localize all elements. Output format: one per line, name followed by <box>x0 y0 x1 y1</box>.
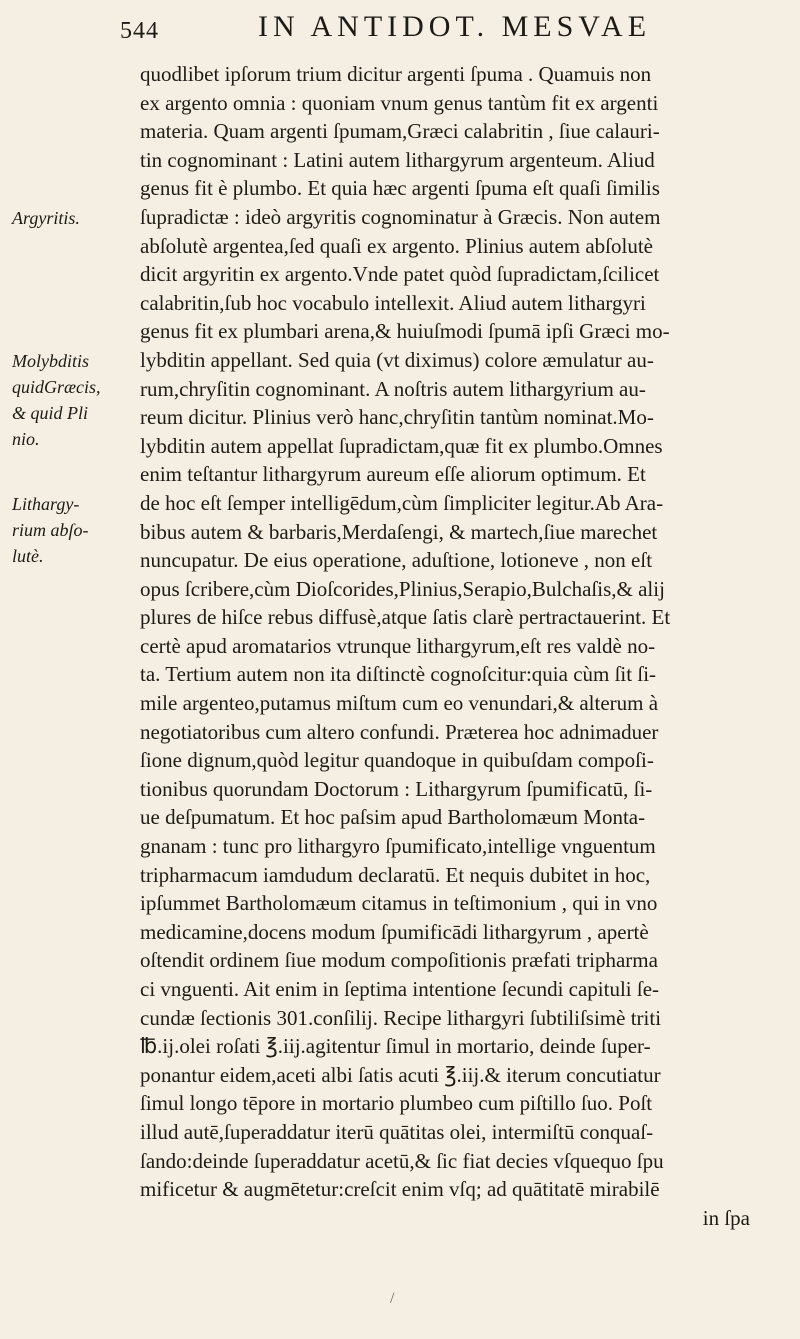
text-line: medicamine,docens modum ſpumificādi lithargyrum , apertè <box>140 919 649 944</box>
text-line: ſione dignum,quòd legitur quandoque in quibuſdam compoſi- <box>140 748 654 773</box>
text-line: genus fit è plumbo. Et quia hæc argenti ſpuma eſt quaſi ſimilis <box>140 176 660 201</box>
text-line: tionibus quorundam Doctorum : Lithargyrum ſpumificatū, ſi- <box>140 776 653 801</box>
text-line: genus fit ex plumbari arena,& huiuſmodi ſpumā ipſi Græci mo- <box>140 319 670 344</box>
body-text <box>140 60 780 1232</box>
stray-mark: / <box>390 1290 395 1307</box>
text-line: abſolutè argentea,ſed quaſi ex argento. Plinius autem abſolutè <box>140 233 653 258</box>
text-line: plures de hiſce rebus diffusè,atque ſatis clarè pertractauerint. Et <box>140 605 671 630</box>
text-line: lybditin autem appellat ſupradictam,quæ fit ex plumbo.Omnes <box>140 433 663 458</box>
page-number: 544 <box>120 18 159 44</box>
margin-note-line: nio. <box>12 429 40 449</box>
margin-note-line: quidGræcis, <box>12 377 101 397</box>
text-line: illud autē,ſuperaddatur iterū quātitas olei, intermiſtū conquaſ- <box>140 1119 654 1144</box>
margin-note-line: & quid Pli <box>12 403 88 423</box>
text-line: ipſummet Bartholomæum citamus in teſtimonium , qui in vno <box>140 891 658 916</box>
margin-note-line: Molybditis <box>12 351 89 371</box>
text-line: reum dicitur. Plinius verò hanc,chryſitin tantùm nominat.Mo- <box>140 405 654 430</box>
text-line: certè apud aromatarios vtrunque lithargyrum,eſt res valdè no- <box>140 633 656 658</box>
text-line: cundæ ſectionis 301.conſilij. Recipe lithargyri ſubtiliſsimè triti <box>140 1005 662 1030</box>
text-line: opus ſcribere,cùm Dioſcorides,Plinius,Serapio,Bulchaſis,& alij <box>140 576 665 601</box>
text-line: mificetur & augmētetur:creſcit enim vſq; ad quātitatē mirabilē <box>140 1177 660 1202</box>
text-line: tripharmacum iamdudum declaratū. Et nequis dubitet in hoc, <box>140 862 651 887</box>
text-line: rum,chryſitin cognominant. A noſtris autem lithargyrium au- <box>140 376 646 401</box>
text-line: materia. Quam argenti ſpumam,Græci calabritin , ſiue calauri- <box>140 119 660 144</box>
text-line: nuncupatur. De eius operatione, aduſtione, lotioneve , non eſt <box>140 548 653 573</box>
text-line: quodlibet ipſorum trium dicitur argenti ſpuma . Quamuis non <box>140 62 652 86</box>
margin-note-line: lutè. <box>12 546 44 566</box>
text-line: oſtendit ordinem ſiue modum compoſitionis præfati tripharma <box>140 948 658 973</box>
margin-note-line: rium abſo- <box>12 520 89 540</box>
text-line: ta. Tertium autem non ita diſtinctè cognoſcitur:quia cùm ſit ſi- <box>140 662 657 687</box>
margin-note-line: Argyritis. <box>12 208 80 228</box>
text-line: lybditin appellant. Sed quia (vt diximus) colore æmulatur au- <box>140 347 654 372</box>
text-line: negotiatoribus cum altero confundi. Præterea hoc adnimaduer <box>140 719 659 744</box>
text-line: mile argenteo,putamus miſtum cum eo venundari,& alterum à <box>140 691 659 716</box>
text-line: de hoc eſt ſemper intelligēdum,cùm ſimpliciter legitur.Ab Ara- <box>140 490 664 515</box>
text-line: ex argento omnia : quoniam vnum genus tantùm fit ex argenti <box>140 90 659 115</box>
text-line: in ſpa <box>702 1205 750 1230</box>
text-line: calabritin,ſub hoc vocabulo intellexit. Aliud autem lithargyri <box>140 290 646 315</box>
running-head: IN ANTIDOT. MESVAE <box>258 10 652 43</box>
text-line: ponantur eidem,aceti albi ſatis acuti ℥.iij.& iterum concutiatur <box>140 1062 661 1087</box>
text-line: ci vnguenti. Ait enim in ſeptima intentione ſecundi capituli ſe- <box>140 977 660 1001</box>
margin-notes <box>0 0 130 1339</box>
text-line: gnanam : tunc pro lithargyro ſpumificato,intellige vnguentum <box>140 834 656 859</box>
text-line: ſando:deinde ſuperaddatur acetū,& ſic fiat decies vſquequo ſpu <box>140 1148 664 1173</box>
margin-note <box>12 348 101 452</box>
margin-note <box>12 205 80 231</box>
text-line: enim teſtantur lithargyrum aureum eſſe aliorum optimum. Et <box>140 462 646 487</box>
text-line: ue deſpumatum. Et hoc paſsim apud Bartholomæum Monta- <box>140 805 646 830</box>
text-line: tin cognominant : Latini autem lithargyrum argenteum. Aliud <box>140 147 655 172</box>
margin-note <box>12 491 89 569</box>
text-line: ℔.ij.olei roſati ℥.iij.agitentur ſimul in mortario, deinde ſuper- <box>140 1034 651 1059</box>
text-line: ſimul longo tēpore in mortario plumbeo cum piſtillo ſuo. Poſt <box>140 1091 653 1116</box>
text-line: bibus autem & barbaris,Merdaſengi, & martech,ſiue marechet <box>140 519 658 544</box>
text-line: ſupradictæ : ideò argyritis cognominatur à Græcis. Non autem <box>140 204 661 229</box>
margin-note-line: Lithargy- <box>12 494 80 514</box>
text-line: dicit argyritin ex argento.Vnde patet quòd ſupradictam,ſcilicet <box>140 262 660 287</box>
